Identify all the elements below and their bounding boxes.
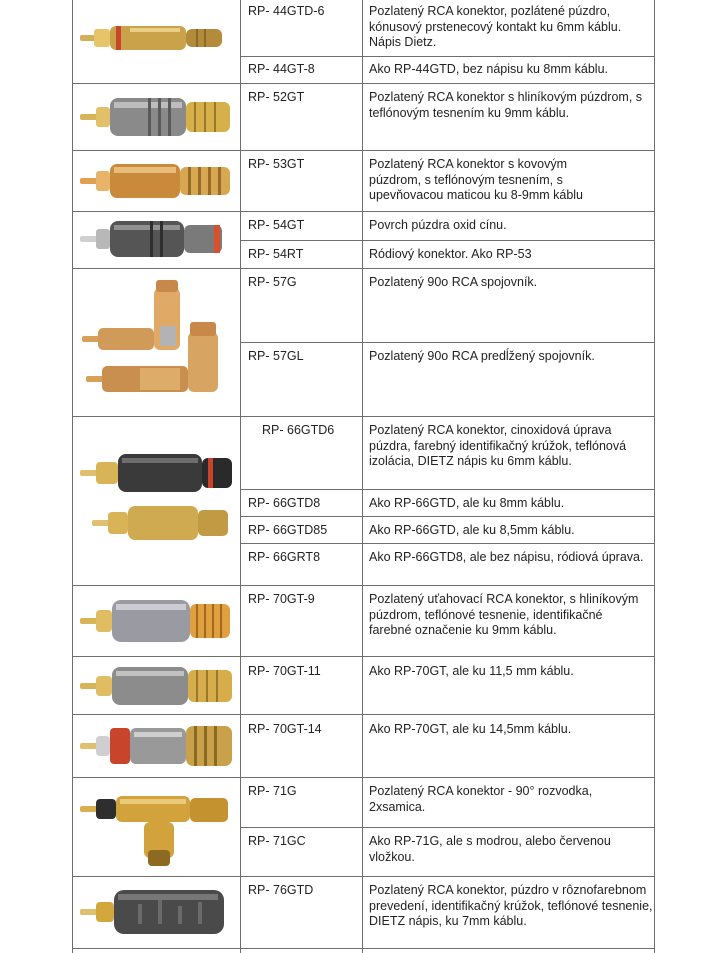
rca-splitter-photo xyxy=(78,786,234,868)
table-border-left xyxy=(72,0,73,953)
product-code: RP- 71GC xyxy=(248,834,306,848)
product-description: Ako RP-66GTD, ale ku 8mm káblu. xyxy=(369,496,565,510)
product-description: Pozlatený RCA konektor, pozlátené púzdro, kónusový prstenecový kontakt ku 6mm káblu. Nápis Dietz. xyxy=(369,4,622,49)
rca-plug-photo xyxy=(78,720,236,772)
product-code: RP- 71G xyxy=(248,784,297,798)
product-description: Pozlatený 90o RCA predĺžený spojovník. xyxy=(369,349,595,363)
rca-adapter-photo xyxy=(80,280,234,412)
product-code: RP- 44GT-8 xyxy=(248,62,315,76)
product-code: RP- 54RT xyxy=(248,247,304,261)
product-code: RP- 66GTD8 xyxy=(248,496,321,510)
rca-plug-photo xyxy=(78,880,234,944)
product-description: Pozlatený 90o RCA spojovník. xyxy=(369,275,538,289)
rca-plug-photo xyxy=(78,213,234,265)
product-description: Pozlatený RCA konektor s kovovým púzdrom, s teflónovým tesnením, s upevňovacou maticou ku 8-9mm káblu xyxy=(369,157,584,202)
product-code: RP- 52GT xyxy=(248,90,305,104)
group-divider xyxy=(72,150,655,151)
product-description: Povrch púzdra oxid cínu. xyxy=(369,218,507,232)
table-border-code xyxy=(362,0,363,953)
product-description: Ako RP-66GTD, ale ku 8,5mm káblu. xyxy=(369,523,575,537)
table-border-right xyxy=(654,0,655,953)
product-description: Ródiový konektor. Ako RP-53 xyxy=(369,247,532,261)
row-divider xyxy=(240,489,655,490)
rca-plug-photo xyxy=(78,661,236,711)
product-code: RP- 44GTD-6 xyxy=(248,4,325,18)
product-code: RP- 57G xyxy=(248,275,297,289)
rca-plug-photo xyxy=(78,14,226,62)
product-code: RP- 66GTD6 xyxy=(262,423,335,437)
product-code: RP- 70GT-11 xyxy=(248,664,321,678)
product-description: Ako RP-44GTD, bez nápisu ku 8mm káblu. xyxy=(369,62,608,76)
product-description: Ako RP-71G, ale s modrou, alebo červenou vložkou. xyxy=(369,834,611,864)
group-divider xyxy=(72,211,655,212)
group-divider xyxy=(72,656,655,657)
row-divider xyxy=(240,240,655,241)
rca-plug-photo xyxy=(78,88,234,146)
group-divider xyxy=(72,585,655,586)
row-divider xyxy=(240,342,655,343)
row-divider xyxy=(240,543,655,544)
row-divider xyxy=(240,827,655,828)
product-code: RP- 53GT xyxy=(248,157,305,171)
group-divider xyxy=(72,268,655,269)
table-bottom-border xyxy=(72,948,655,949)
product-code: RP- 70GT-14 xyxy=(248,722,322,736)
product-code: RP- 66GTD85 xyxy=(248,523,328,537)
product-description: Pozlatený RCA konektor s hliníkovým púzdrom, s teflónovým tesnením ku 9mm káblu. xyxy=(369,90,643,120)
group-divider xyxy=(72,777,655,778)
product-description: Ako RP-70GT, ale ku 11,5 mm káblu. xyxy=(369,664,574,678)
group-divider xyxy=(72,714,655,715)
rca-plug-photo xyxy=(78,156,234,206)
group-divider xyxy=(72,416,655,417)
rca-plug-photo xyxy=(78,592,234,650)
product-description: Pozlatený RCA konektor, púzdro v rôznofarebnom prevedení, identifikačný krúžok, teflónové tesnenie, DIETZ nápis, ku 7mm káblu. xyxy=(369,883,653,928)
product-description: Pozlatený RCA konektor, cinoxidová úprava púzdra, farebný identifikačný krúžok, teflónová izolácia, DIETZ nápis ku 6mm káblu. xyxy=(369,423,627,468)
product-code: RP- 76GTD xyxy=(248,883,314,897)
rca-plug-photo xyxy=(78,446,236,548)
product-description: Pozlatený uťahovací RCA konektor, s hliníkovým púzdrom, teflónové tesnenie, identifikačné farebné označenie ku 9mm káblu. xyxy=(369,592,639,637)
group-divider xyxy=(72,876,655,877)
product-code: RP- 66GRT8 xyxy=(248,550,321,564)
product-description: Ako RP-66GTD8, ale bez nápisu, ródiová úprava. xyxy=(369,550,644,564)
product-code: RP- 54GT xyxy=(248,218,305,232)
product-description: Ako RP-70GT, ale ku 14,5mm káblu. xyxy=(369,722,572,736)
row-divider xyxy=(240,516,655,517)
product-code: RP- 57GL xyxy=(248,349,304,363)
group-divider xyxy=(72,83,655,84)
product-code: RP- 70GT-9 xyxy=(248,592,315,606)
row-divider xyxy=(240,56,655,57)
product-description: Pozlatený RCA konektor - 90° rozvodka, 2xsamica. xyxy=(369,784,593,814)
table-border-photo xyxy=(240,0,241,953)
